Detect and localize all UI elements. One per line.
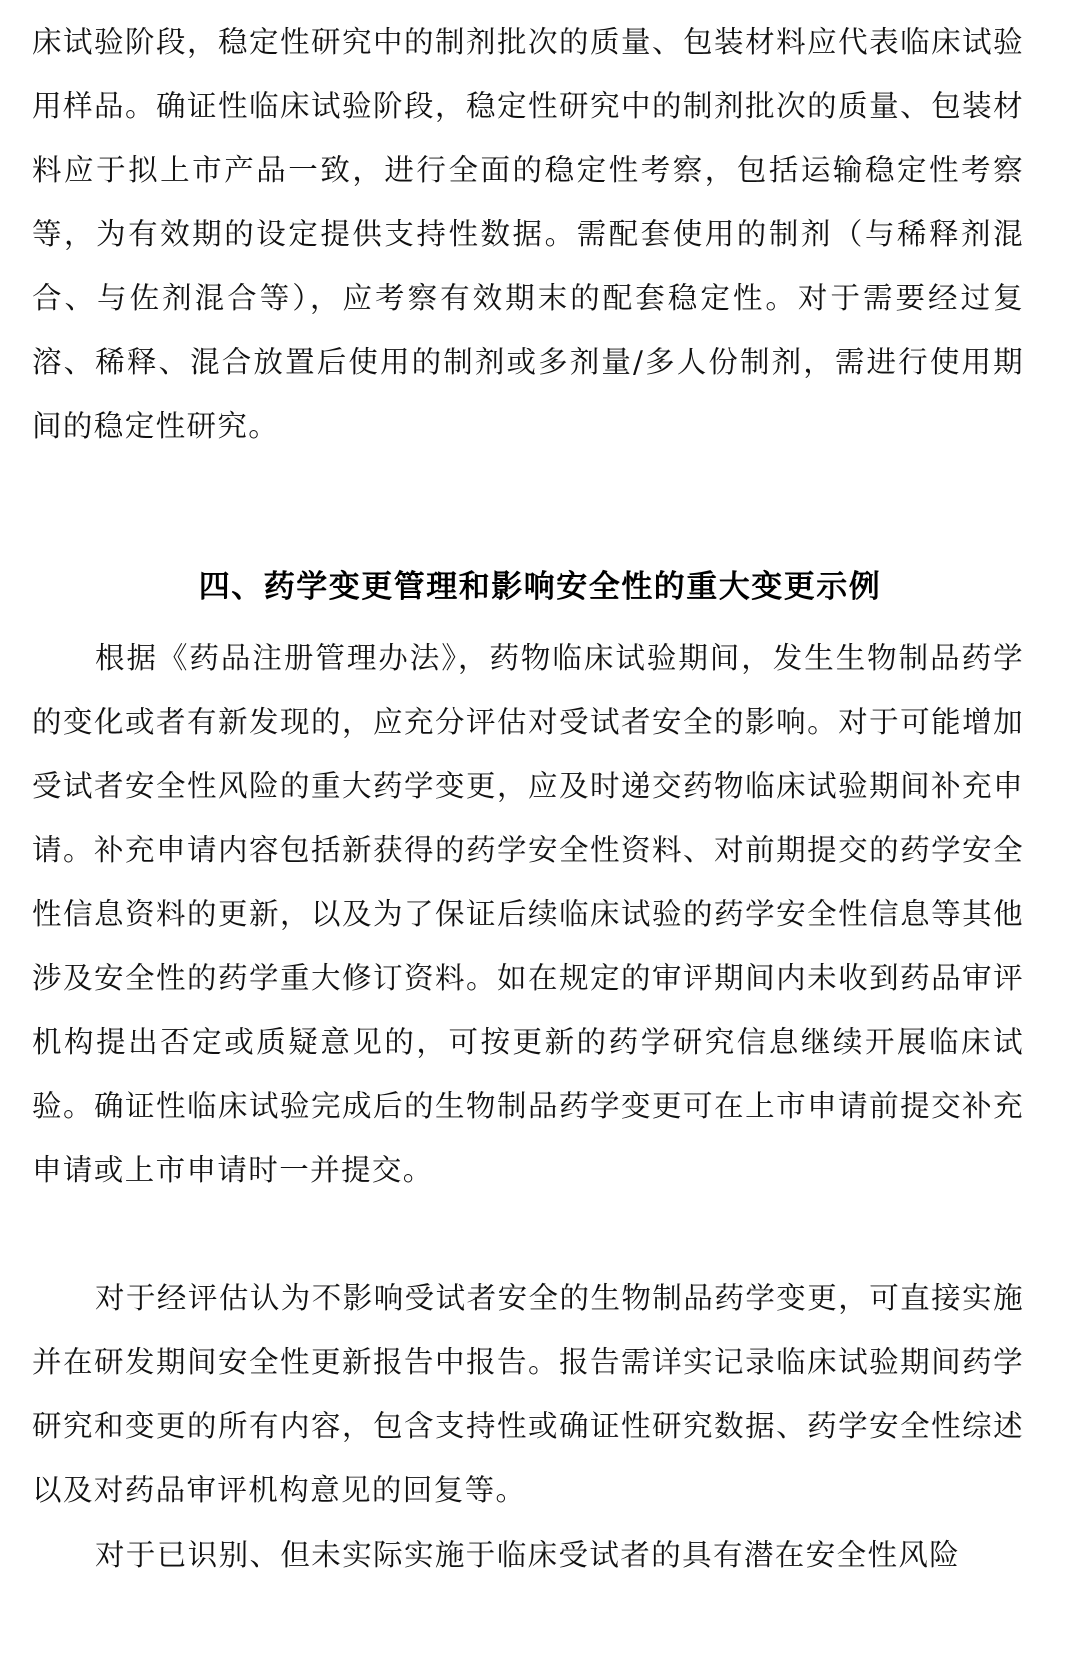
paragraph-identified-risks: 对于已识别、但未实际实施于临床受试者的具有潜在安全性风险: [95, 1538, 961, 1572]
paragraph-minor-changes: 对于经评估认为不影响受试者安全的生物制品药学变更，可直接实施并在研发期间安全性更新报告中报告。报告需详实记录临床试验期间药学研究和变更的所有内容，包含支持性或确证性研究数据、药学安全性综述以及对药品审评机构意见的回复等。: [32, 1281, 1024, 1507]
paragraph-stability-study: 床试验阶段，稳定性研究中的制剂批次的质量、包装材料应代表临床试验用样品。确证性临床试验阶段，稳定性研究中的制剂批次的质量、包装材料应于拟上市产品一致，进行全面的稳定性考察，包括运输稳定性考察等，为有效期的设定提供支持性数据。需配套使用的制剂（与稀释剂混合、与佐剂混合等），应考察有效期末的配套稳定性。对于需要经过复溶、稀释、混合放置后使用的制剂或多剂量/多人份制剂，需进行使用期间的稳定性研究。: [32, 25, 1024, 443]
section-heading: 四、药学变更管理和影响安全性的重大变更示例: [198, 569, 882, 605]
paragraph-registration-rules: 根据《药品注册管理办法》，药物临床试验期间，发生生物制品药学的变化或者有新发现的，应充分评估对受试者安全的影响。对于可能增加受试者安全性风险的重大药学变更，应及时递交药物临床试验期间补充申请。补充申请内容包括新获得的药学安全性资料、对前期提交的药学安全性信息资料的更新，以及为了保证后续临床试验的药学安全性信息等其他涉及安全性的药学重大修订资料。如在规定的审评期间内未收到药品审评机构提出否定或质疑意见的，可按更新的药学研究信息继续开展临床试验。确证性临床试验完成后的生物制品药学变更可在上市申请前提交补充申请或上市申请时一并提交。: [32, 641, 1024, 1187]
